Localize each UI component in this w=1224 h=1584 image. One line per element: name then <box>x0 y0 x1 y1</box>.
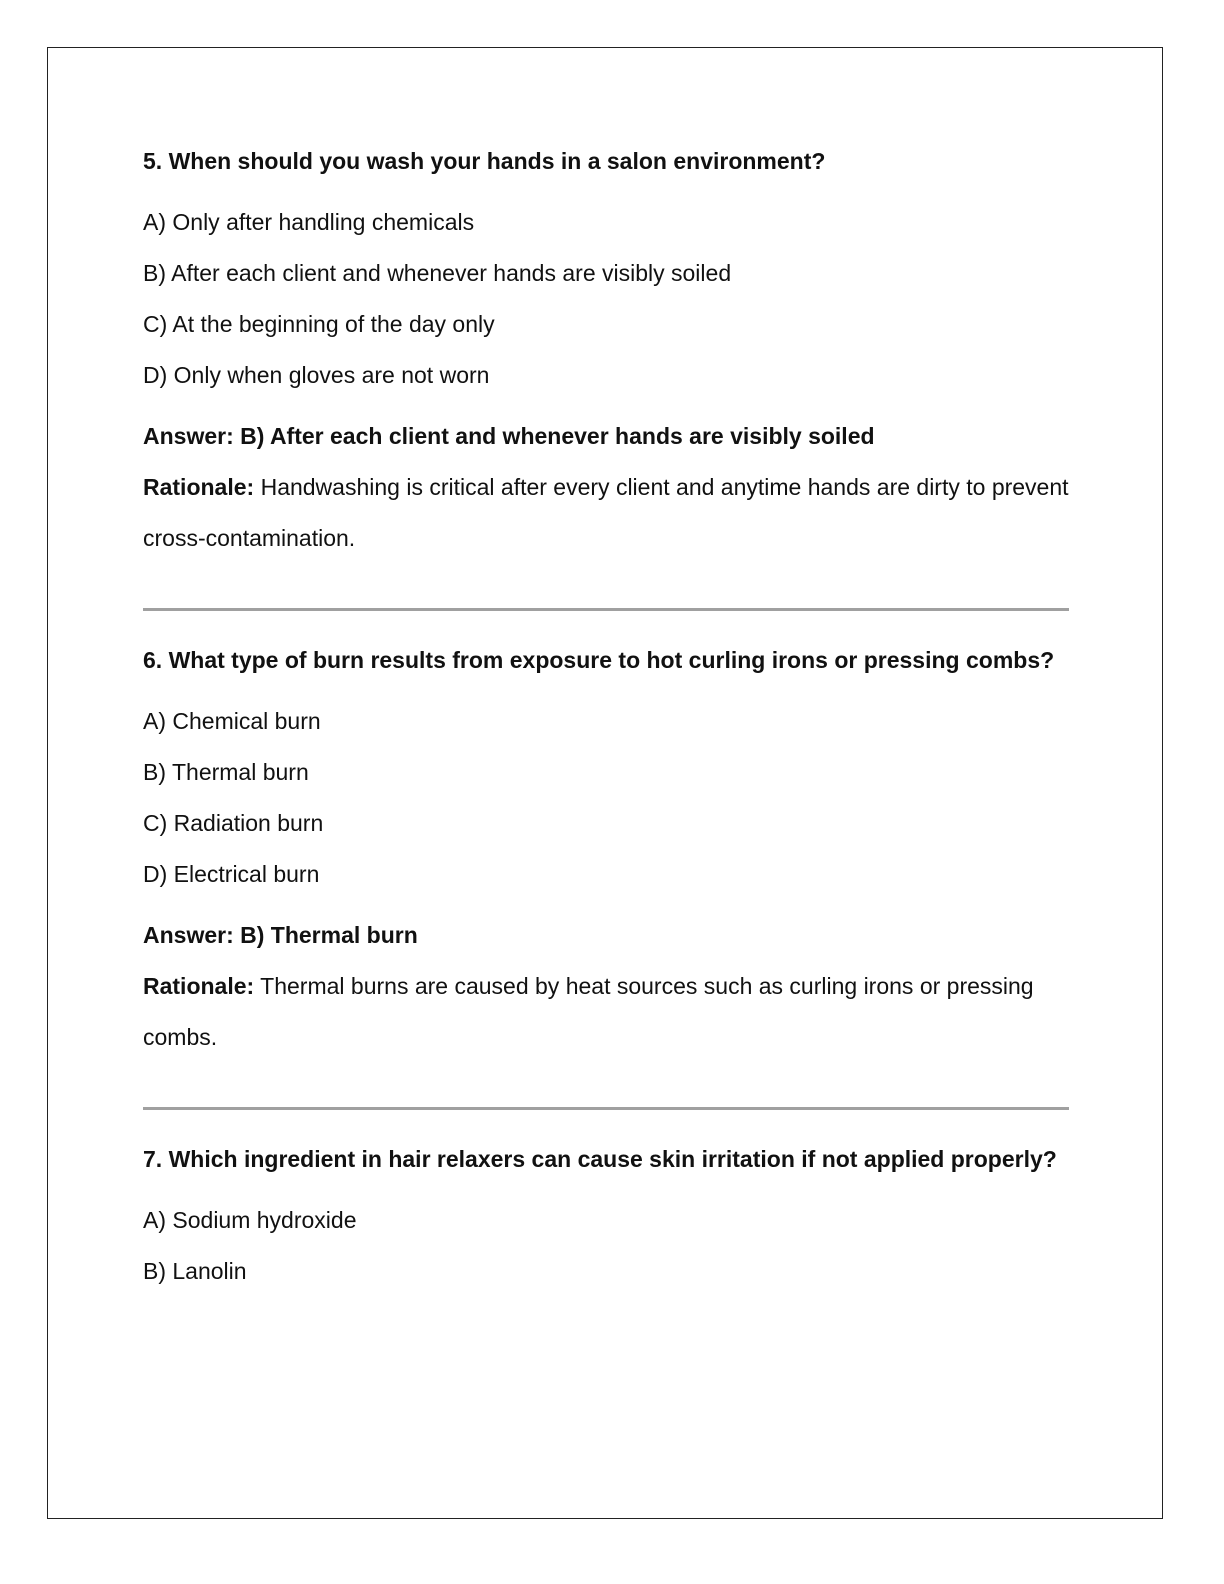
rationale <box>143 961 1073 1063</box>
question-text: 7. Which ingredient in hair relaxers can cause skin irritation if not applied properly? <box>143 1146 1057 1172</box>
rationale-text: Thermal burns are caused by heat sources such as curling irons or pressing combs. <box>143 973 1034 1050</box>
rationale <box>143 462 1073 564</box>
option-c: C) At the beginning of the day only <box>143 311 495 337</box>
option-d: D) Only when gloves are not worn <box>143 362 490 388</box>
rationale-label: Rationale: <box>143 973 255 999</box>
answer-text: Answer: B) Thermal burn <box>143 922 418 948</box>
option-b: B) Thermal burn <box>143 759 309 785</box>
question-text: 5. When should you wash your hands in a salon environment? <box>143 148 826 174</box>
section-divider <box>143 608 1069 611</box>
rationale-label: Rationale: <box>143 474 255 500</box>
question-block-6 <box>143 635 1073 1063</box>
option-c: C) Radiation burn <box>143 810 324 836</box>
option-a: A) Sodium hydroxide <box>143 1207 357 1233</box>
option-a: A) Chemical burn <box>143 708 321 734</box>
document-content <box>143 136 1073 1297</box>
option-b: B) After each client and whenever hands are visibly soiled <box>143 260 732 286</box>
option-a: A) Only after handling chemicals <box>143 209 475 235</box>
options-list <box>143 197 1073 401</box>
option-b: B) Lanolin <box>143 1258 247 1284</box>
option-d: D) Electrical burn <box>143 861 320 887</box>
options-list <box>143 1195 1073 1297</box>
question-block-7 <box>143 1134 1073 1297</box>
answer-text: Answer: B) After each client and whenever hands are visibly soiled <box>143 423 875 449</box>
question-text: 6. What type of burn results from exposure to hot curling irons or pressing combs? <box>143 647 1055 673</box>
rationale-text: Handwashing is critical after every client and anytime hands are dirty to prevent cross-contamination. <box>143 474 1069 551</box>
question-block-5 <box>143 136 1073 564</box>
section-divider <box>143 1107 1069 1110</box>
options-list <box>143 696 1073 900</box>
